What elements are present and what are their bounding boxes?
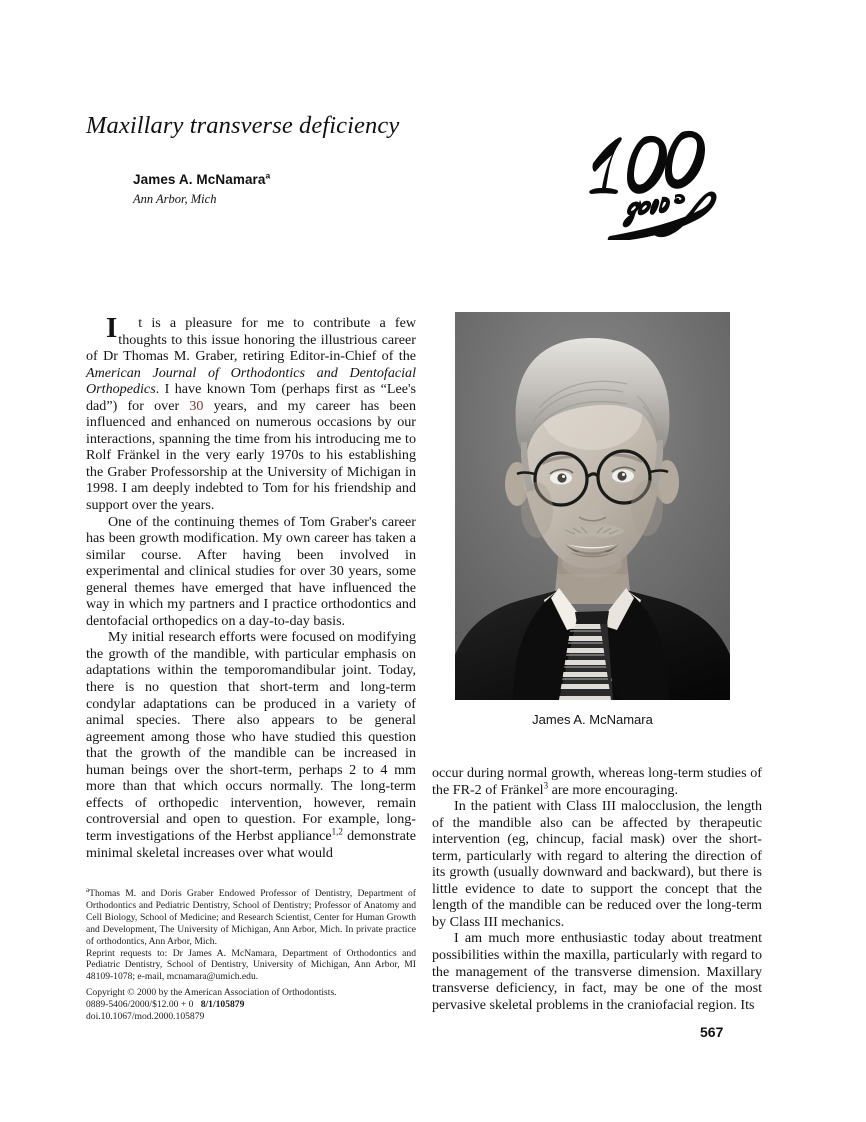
- reference-marker-3: 3: [543, 779, 549, 790]
- paragraph-5: I am much more enthusiastic today about treatment possibilities within the maxilla, particularly with regard to the management of the transverse dimension. Maxillary transverse deficiency, in fact, may be one of the most pervasive skeletal problems in the craniofacial region. Its: [432, 930, 762, 1013]
- paragraph-3: [86, 629, 416, 861]
- journal-title-italic: American Journal of Orthodontics and Dentofacial Orthopedics: [86, 364, 416, 398]
- reference-marker-1-2: 1,2: [331, 826, 343, 837]
- footnote-reprint-requests: Reprint requests to: Dr James A. McNamara, Department of Orthodontics and Pediatric Dentistry, School of Dentistry, University of Michigan, Ann Arbor, MI 48109-1078; e-mail, mcnamara@umich.edu.: [86, 947, 416, 983]
- footnote-affiliation-text: Thomas M. and Doris Graber Endowed Professor of Dentistry, Department of Orthodontics and Pediatric Dentistry, School of Dentistry; Professor of Anatomy and Cell Biology, School of Medicine; and Research Scientist, Center for Human Growth and Development, The University of Michigan, Ann Arbor, Mich. In private practice of orthodontics, Ann Arbor, Mich.: [86, 888, 416, 947]
- paragraph-3c-text-a: occur during normal growth, whereas long-term studies of the FR-2 of Fränkel: [432, 765, 762, 798]
- author-portrait-photo: [455, 312, 730, 700]
- paragraph-3-text-a: My initial research efforts were focused on modifying the growth of the mandible, with particular emphasis on adaptations within the temporomandibular joint. Today, there is no question that short-term and long-term condylar adaptations can be produced in a variety of animal species. There also appears to be general agreement among those who have studied this question that the growth of the mandible can be increased in human beings over the short-term, perhaps 2 to 4 mm more than that which occurs normally. The long-term effects of orthopedic intervention, however, remain controversial and open to question. For example, long-term investigations of the Herbst appliance: [86, 629, 416, 844]
- footnote-marker: a: [86, 885, 90, 894]
- footnote-doi: doi.10.1067/mod.2000.105879: [86, 1010, 205, 1022]
- paragraph-3-continued: [432, 765, 762, 798]
- paragraph-4: In the patient with Class III malocclusion, the length of the mandible also can be affected by therapeutic intervention (eg, chincup, facial mask) over the short-term, particularly with regard to altering the direction of its growth (usually downward and backward), but there is little evidence to date to support the concept that the length of the mandible can be reduced over the long-term by Class III mechanics.: [432, 798, 762, 930]
- footnote-block: [86, 885, 416, 1022]
- paragraph-1: [86, 312, 416, 514]
- paragraph-3c-text-b: are more encouraging.: [548, 781, 678, 798]
- drop-cap: I: [106, 312, 118, 344]
- paragraph-1-text-b: . I have known Tom (perhaps first as “Lee's dad”) for over: [86, 381, 416, 414]
- figure-caption: James A. McNamara: [532, 712, 653, 727]
- author-footnote-marker: a: [265, 170, 271, 181]
- anniversary-logo-icon: [582, 118, 722, 240]
- footnote-article-code: 8/1/105879: [200, 998, 245, 1010]
- page-title: Maxillary transverse deficiency: [86, 112, 400, 139]
- footnote-affiliation: [86, 885, 416, 948]
- page-number: 567: [700, 1024, 724, 1040]
- paragraph-3-text-b: demonstrate minimal skeletal increases over what would: [86, 827, 417, 861]
- paragraph-2: One of the continuing themes of Tom Graber's career has been growth modification. My own career has taken a similar course. After having been involved in experimental and clinical studies for over 30 years, some general themes have emerged that have influenced the way in which my partners and I practice orthodontics and dentofacial orthopedics on a day-to-day basis.: [86, 513, 416, 629]
- author-name: [133, 172, 270, 187]
- body-column-left: [86, 312, 417, 861]
- body-column-right: [432, 765, 762, 1013]
- footnote-issn-line: [86, 999, 416, 1011]
- paragraph-1-text-c: years, and my career has been influenced and enhanced on numerous occasions by our interactions, spanning the time from his introducing me to Rolf Fränkel in the very early 1970s to his establishing the Graber Professorship at the University of Michigan in 1998. I am deeply indebted to Tom for his friendship and support over the years.: [86, 397, 416, 514]
- paragraph-1-text-a: t is a pleasure for me to contribute a few thoughts to this issue honoring the illustrious career of Dr Thomas M. Graber, retiring Editor-in-Chief of the: [86, 315, 416, 365]
- author-affiliation: Ann Arbor, Mich: [133, 192, 217, 206]
- footnote-issn: 0889-5406/2000/$12.00 + 0: [86, 998, 194, 1010]
- author-name-text: James A. McNamara: [133, 172, 266, 187]
- highlighted-number: 30: [189, 397, 204, 414]
- footnote-copyright: Copyright © 2000 by the American Association of Orthodontists.: [86, 986, 337, 998]
